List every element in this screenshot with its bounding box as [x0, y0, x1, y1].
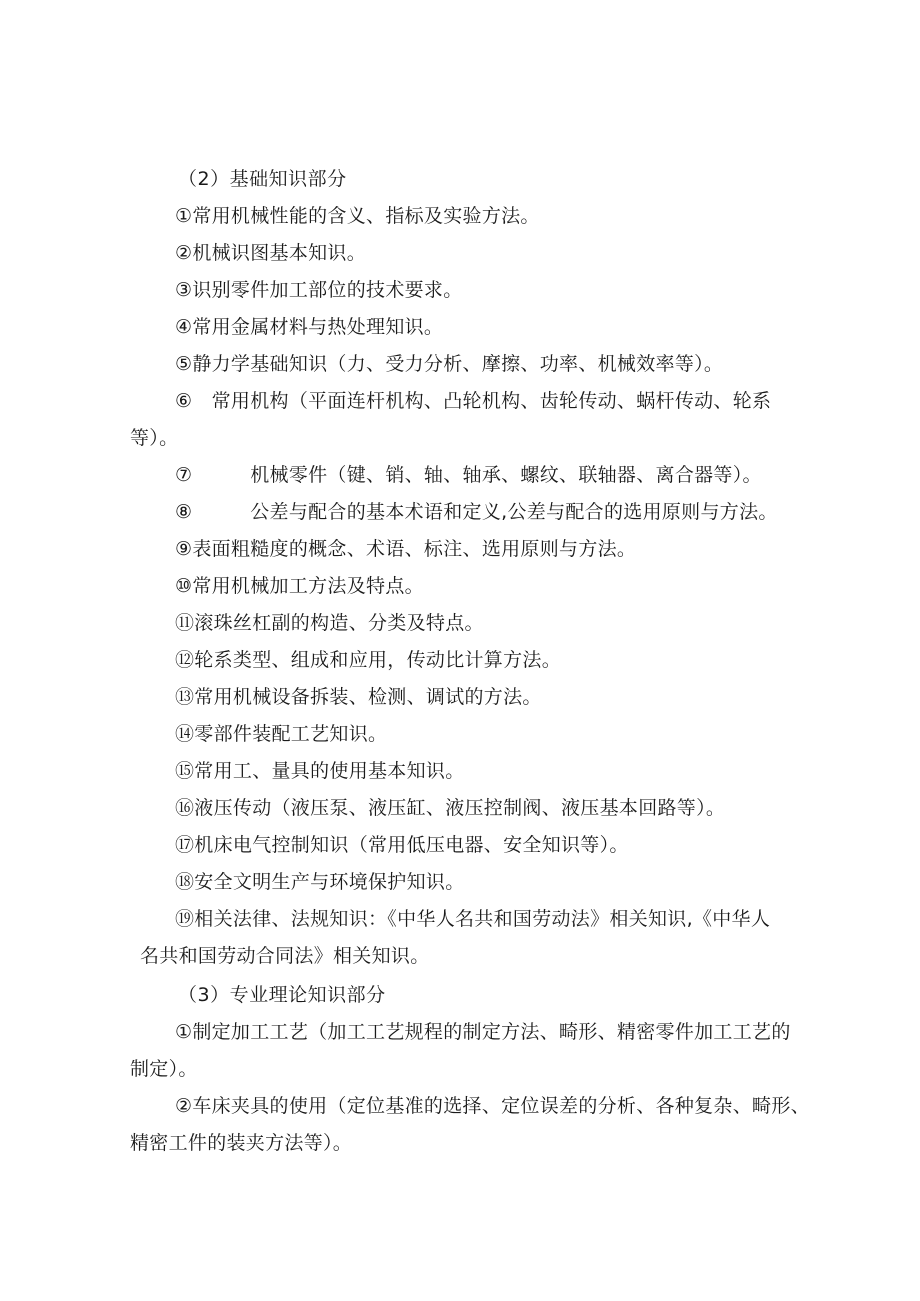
- list-item-continuation: 制定）。: [130, 1058, 198, 1080]
- list-item: ②机械识图基本知识。: [175, 242, 367, 264]
- list-item: ⑨表面粗糙度的概念、术语、标注、选用原则与方法。: [175, 538, 637, 560]
- list-item: ③识别零件加工部位的技术要求。: [175, 279, 463, 301]
- list-item-continuation: 精密工件的装夹方法等）。: [130, 1132, 353, 1154]
- section-3-heading: （3）专业理论知识部分: [178, 984, 386, 1006]
- list-item: ⑭零部件装配工艺知识。: [175, 723, 388, 745]
- list-item: ①制定加工工艺（加工工艺规程的制定方法、畸形、精密零件加工工艺的: [175, 1021, 791, 1043]
- list-item: ⑲相关法律、法规知识：《中华人名共和国劳动法》相关知识,《中华人: [175, 908, 771, 930]
- list-item: ⑱安全文明生产与环境保护知识。: [175, 871, 465, 893]
- list-item: ⑥ 常用机构（平面连杆机构、凸轮机构、齿轮传动、蜗杆传动、轮系: [175, 390, 772, 412]
- list-item: ⑤静力学基础知识（力、受力分析、摩擦、功率、机械效率等）。: [175, 353, 724, 375]
- list-item: ⑩常用机械加工方法及特点。: [175, 575, 424, 597]
- list-item: ⑧ 公差与配合的基本术语和定义,公差与配合的选用原则与方法。: [175, 501, 778, 523]
- list-item: ④常用金属材料与热处理知识。: [175, 316, 444, 338]
- list-item: ⑰机床电气控制知识（常用低压电器、安全知识等）。: [175, 834, 629, 856]
- list-item: ⑯液压传动（液压泵、液压缸、液压控制阀、液压基本回路等）。: [175, 797, 726, 819]
- list-item-continuation: 等）。: [130, 427, 179, 449]
- list-item: ①常用机械性能的含义、指标及实验方法。: [175, 205, 540, 227]
- list-item: ②车床夹具的使用（定位基准的选择、定位误差的分析、各种复杂、畸形、: [175, 1095, 810, 1117]
- list-item: ⑮常用工、量具的使用基本知识。: [175, 760, 465, 782]
- list-item: ⑦ 机械零件（键、销、轴、轴承、螺纹、联轴器、离合器等）。: [175, 464, 762, 486]
- list-item-continuation: 名共和国劳动合同法》相关知识。: [140, 945, 430, 967]
- list-item: ⑬常用机械设备拆装、检测、调试的方法。: [175, 686, 542, 708]
- list-item: ⑫轮系类型、组成和应用，传动比计算方法。: [175, 649, 562, 671]
- list-item: ⑪滚珠丝杠副的构造、分类及特点。: [175, 612, 484, 634]
- section-2-heading: （2）基础知识部分: [178, 168, 347, 190]
